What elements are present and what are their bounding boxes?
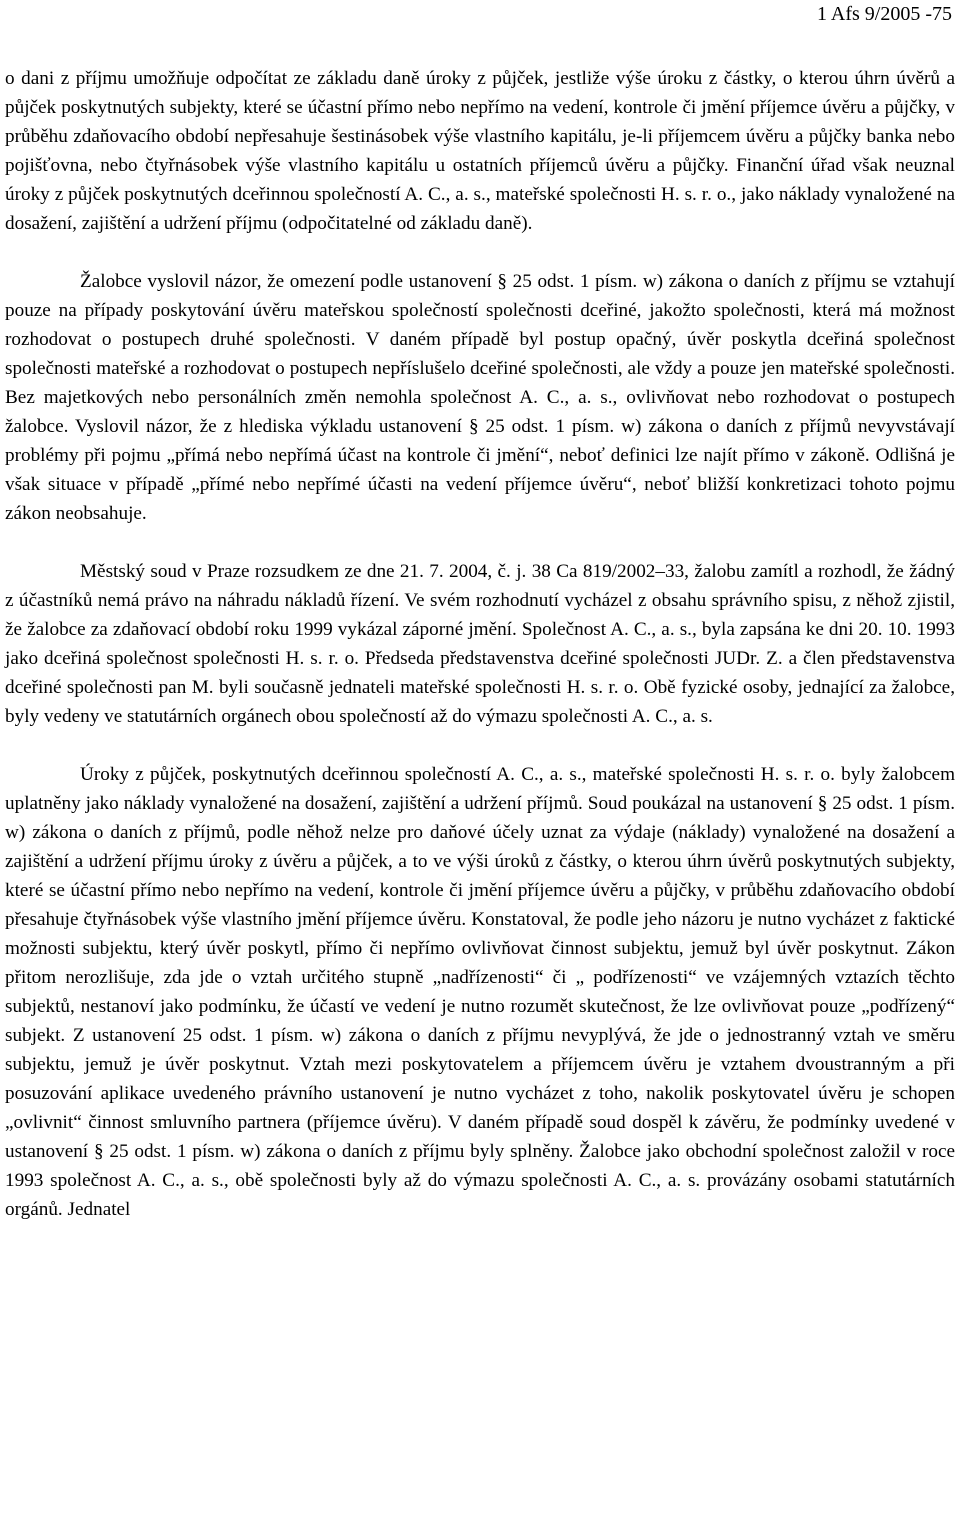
paragraph-municipal-court-ruling: Městský soud v Praze rozsudkem ze dne 21. 7. 2004, č. j. 38 Ca 819/2002–33, žalobu zamítl a rozhodl, že žádný z účastníků nemá právo na náhradu nákladů řízení. Ve svém rozhodnutí vycházel z obsahu správního spisu, z něhož zjistil, že žalobce za zdaňovací období roku 1999 vykázal záporné jmění. Společnost A. C., a. s., byla zapsána ke dni 20. 10. 1993 jako dceřiná společnost společnosti H. s. r. o. Předseda představenstva dceřiné společnosti JUDr. Z. a člen představenstva dceřiné společnosti pan M. byli současně jednateli mateřské společnosti H. s. r. o. Obě fyzické osoby, jednající za žalobce, byly vedeny ve statutárních orgánech obou společností až do výmazu společnosti A. C., a. s. bbox=[5, 561, 955, 727]
document-body bbox=[5, 64, 955, 1224]
paragraph-plaintiff-opinion: Žalobce vyslovil názor, že omezení podle ustanovení § 25 odst. 1 písm. w) zákona o daních z příjmu se vztahují pouze na případy poskytování úvěru mateřskou společností společnosti dceřiné, jakožto společnosti, která má možnost rozhodovat o postupech druhé společnosti. V daném případě byl postup opačný, úvěr poskytla dceřiná společnost společnosti mateřské a rozhodovat o postupech nepříslušelo dceřiné společnosti, ale vždy a pouze jen mateřské společnosti. Bez majetkových nebo personálních změn nemohla společnost A. C., a. s., ovlivňovat nebo rozhodovat o postupech žalobce. Vyslovil názor, že z hlediska výkladu ustanovení § 25 odst. 1 písm. w) zákona o daních z příjmů nevyvstávají problémy při pojmu „přímá nebo nepřímá účast na kontrole či jmění“, neboť definici lze najít přímo v zákoně. Odlišná je však situace v případě „přímé nebo nepřímé účasti na vedení příjemce úvěru“, neboť bližší konkretizaci tohoto pojmu zákon neobsahuje. bbox=[5, 271, 955, 524]
page-header-case-number: 1 Afs 9/2005 -75 bbox=[817, 3, 952, 25]
paragraph-interest-on-loans: Úroky z půjček, poskytnutých dceřinnou společností A. C., a. s., mateřské společnosti H. s. r. o. byly žalobcem uplatněny jako náklady vynaložené na dosažení, zajištění a udržení příjmů. Soud poukázal na ustanovení § 25 odst. 1 písm. w) zákona o daních z příjmů, podle něhož nelze pro daňové účely uznat za výdaje (náklady) vynaložené na dosažení a zajištění a udržení příjmu úroky z úvěru a půjček, a to ve výši úroků z částky, o kterou úhrn úvěrů poskytnutých subjekty, které se účastní přímo nebo nepřímo na vedení, kontrole či jmění příjemce úvěru a půjčky, v průběhu zdaňovacího období přesahuje čtyřnásobek výše vlastního jmění příjemce úvěru. Konstatoval, že podle jeho názoru je nutno vycházet z faktické možnosti subjektu, který úvěr poskytl, přímo či nepřímo ovlivňovat činnost subjektu, jemuž byl úvěr poskytnut. Zákon přitom nerozlišuje, zda jde o vztah určitého stupně „nadřízenosti“ či „ podřízenosti“ ve vzájemných vztazích těchto subjektů, nestanoví jako podmínku, že účastí ve vedení je nutno rozumět skutečnost, že lze ovlivňovat pouze „podřízený“ subjekt. Z ustanovení 25 odst. 1 písm. w) zákona o daních z příjmu nevyplývá, že jde o jednostranný vztah ve směru subjektu, jemuž je úvěr poskytnut. Vztah mezi poskytovatelem a příjemcem úvěru je vztahem dvoustranným a při posuzování aplikace uvedeného právního ustanovení je nutno vycházet z toho, nakolik poskytovatel úvěru je schopen „ovlivnit“ činnost smluvního partnera (příjemce úvěru). V daném případě soud dospěl k závěru, že podmínky uvedené v ustanovení § 25 odst. 1 písm. w) zákona o daních z příjmu byly splněny. Žalobce jako obchodní společnost založil v roce 1993 společnost A. C., a. s., obě společnosti byly až do výmazu společnosti A. C., a. s. provázány osobami statutárních orgánů. Jednatel bbox=[5, 764, 955, 1220]
paragraph-intro-continuation: o dani z příjmu umožňuje odpočítat ze základu daně úroky z půjček, jestliže výše úroku z částky, o kterou úhrn úvěrů a půjček poskytnutých subjekty, které se účastní přímo nebo nepřímo na vedení, kontrole či jmění příjemce úvěru a půjčky, v průběhu zdaňovacího období nepřesahuje šestinásobek výše vlastního kapitálu, je-li příjemcem úvěru a půjčky banka nebo pojišťovna, nebo čtyřnásobek výše vlastního kapitálu u ostatních příjemců úvěru a půjčky. Finanční úřad však neuznal úroky z půjček poskytnutých dceřinnou společností A. C., a. s., mateřské společnosti H. s. r. o., jako náklady vynaložené na dosažení, zajištění a udržení příjmu (odpočitatelné od základu daně). bbox=[5, 68, 955, 234]
